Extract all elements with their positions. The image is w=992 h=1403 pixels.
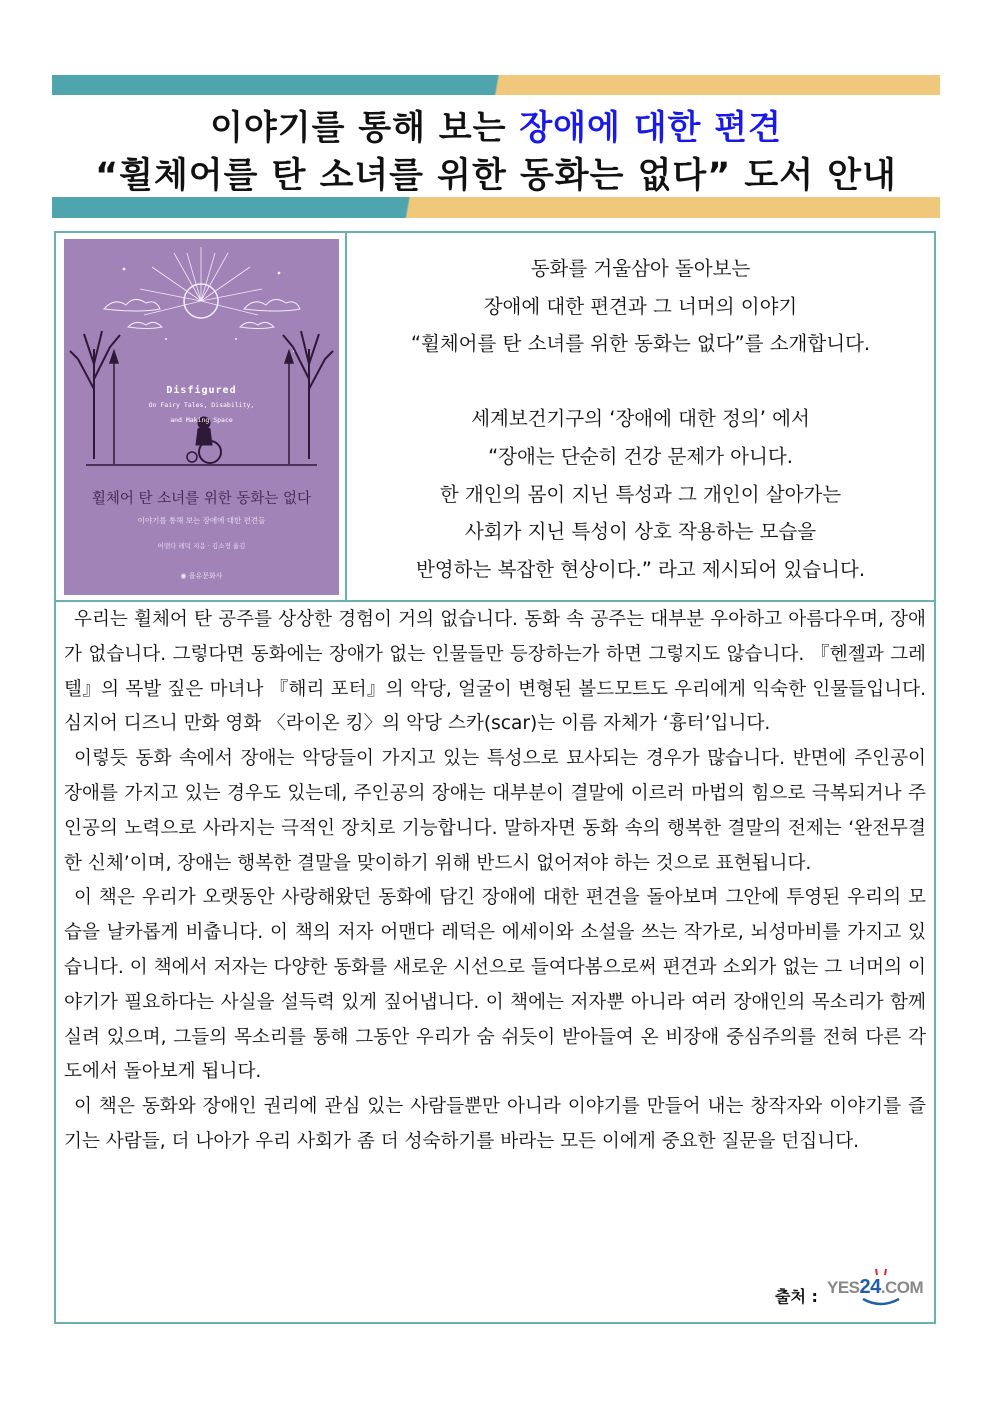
cover-english-title bbox=[64, 385, 339, 426]
cover-publisher: ◉ 을유문화사 bbox=[180, 572, 223, 580]
sun-rays-icon bbox=[140, 247, 262, 315]
title-banner bbox=[52, 75, 940, 218]
intro-cell bbox=[347, 233, 934, 600]
body-text bbox=[64, 603, 926, 1160]
cover-author: 어맨다 레덕 지음 · 김소정 옮김 bbox=[157, 542, 246, 550]
body-paragraph: 이 책은 동화와 장애인 권리에 관심 있는 사람들뿐만 아니라 이야기를 만들어 내는 창작자와 이야기를 즐기는 사람들, 더 나아가 우리 사회가 좀 더 성숙하기를 바라는 모든 이에게 중요한 질문을 던집니다. bbox=[64, 1096, 926, 1152]
intro-line: “휠체어를 탄 소녀를 위한 동화는 없다”를 소개합니다. bbox=[410, 332, 871, 356]
intro-line bbox=[347, 363, 934, 401]
star-icon bbox=[108, 268, 295, 353]
title-prefix: 이야기를 통해 보는 bbox=[210, 108, 520, 148]
book-cover bbox=[64, 239, 339, 595]
logo-suffix: .COM bbox=[880, 1278, 924, 1297]
intro-line: 장애에 대한 편견과 그 너머의 이야기 bbox=[483, 294, 798, 318]
source-credit bbox=[722, 1270, 922, 1306]
content-frame bbox=[54, 231, 936, 1324]
intro-line: 반영하는 복잡한 현상이다.” 라고 제시되어 있습니다. bbox=[415, 557, 866, 581]
intro-line: 동화를 거울삼아 돌아보는 bbox=[530, 257, 751, 280]
intro-text bbox=[347, 250, 934, 588]
cover-korean-subtitle: 이야기를 통해 보는 장애에 대한 편견들 bbox=[137, 516, 266, 525]
cover-cell bbox=[56, 233, 347, 600]
banner-top-stripe bbox=[52, 75, 940, 95]
title-accent: 장애에 대한 편견 bbox=[519, 108, 782, 148]
cover-english-sub-1: On Fairy Tales, Disability, bbox=[148, 401, 255, 409]
top-row bbox=[56, 233, 934, 602]
intro-line: 세계보건기구의 ‘장애에 대한 정의’ 에서 bbox=[471, 407, 810, 431]
body-paragraph: 우리는 휠체어 탄 공주를 상상한 경험이 거의 없습니다. 동화 속 공주는 대부분 우아하고 아름다우며, 장애가 없습니다. 그렇다면 동화에는 장애가 없는 인물들만 등장하는가 하면 그렇지도 않습니다. 『헨젤과 그레텔』의 목발 짚은 마녀나 『해리 포터』의 악당, 얼굴이 변형된 볼드모트도 우리에게 익숙한 인물들입니다. 심지어 디즈니 만화 영화 〈라이온 킹〉의 악당 스카(scar)는 이름 자체가 ‘흉터’입니다. bbox=[64, 609, 926, 735]
body-paragraph: 이렇듯 동화 속에서 장애는 악당들이 가지고 있는 특성으로 묘사되는 경우가 많습니다. 반면에 주인공이 장애를 가지고 있는 경우도 있는데, 주인공의 장애는 대부분이 결말에 이르러 마법의 힘으로 극복되거나 주인공의 노력으로 사라지는 극적인 장치로 기능합니다. 말하자면 동화 속의 행복한 결말의 전제는 ‘완전무결한 신체’이며, 장애는 행복한 결말을 맞이하기 위해 반드시 없어져야 하는 것으로 표현됩니다. bbox=[64, 748, 926, 874]
logo-smile-curve-icon bbox=[861, 1297, 901, 1307]
cover-english-main: Disfigured bbox=[166, 385, 237, 396]
intro-line: 한 개인의 몸이 지닌 특성과 그 개인이 살아가는 bbox=[439, 482, 842, 506]
logo-prefix: YES bbox=[827, 1278, 860, 1297]
cover-english-sub-2: and Making Space bbox=[170, 416, 233, 424]
cover-korean-title: 휠체어 탄 소녀를 위한 동화는 없다 bbox=[91, 491, 312, 507]
intro-line: “장애는 단순히 건강 문제가 아니다. bbox=[488, 444, 793, 468]
title-line-2: “휠체어를 탄 소녀를 위한 동화는 없다” 도서 안내 bbox=[95, 156, 897, 196]
logo-text bbox=[827, 1276, 923, 1299]
cloud-icon bbox=[104, 299, 300, 328]
body-paragraph: 이 책은 우리가 오랫동안 사랑해왔던 동화에 담긴 장애에 대한 편견을 돌아보며 그안에 투영된 우리의 모습을 날카롭게 비춥니다. 이 책의 저자 어맨다 레덕은 에세이와 소설을 쓰는 작가로, 뇌성마비를 가지고 있습니다. 이 책에서 저자는 다양한 동화를 새로운 시선으로 들여다봄으로써 편견과 소외가 없는 그 너머의 이야기가 필요하다는 사실을 설득력 있게 짚어냅니다. 이 책에는 저자뿐 아니라 여러 장애인의 목소리가 함께 실려 있으며, 그들의 목소리를 통해 그동안 우리가 숨 쉬듯이 받아들여 온 비장애 중심주의를 전혀 다른 각도에서 돌아보게 됩니다. bbox=[64, 887, 926, 1083]
intro-line: 사회가 지닌 특성이 상호 작용하는 모습을 bbox=[464, 520, 817, 544]
yes24-logo[interactable] bbox=[827, 1270, 942, 1306]
logo-number: 24 bbox=[859, 1276, 881, 1298]
banner-bottom-stripe bbox=[52, 197, 940, 218]
title-line-1 bbox=[52, 100, 940, 149]
source-label: 출처 : bbox=[775, 1287, 818, 1306]
